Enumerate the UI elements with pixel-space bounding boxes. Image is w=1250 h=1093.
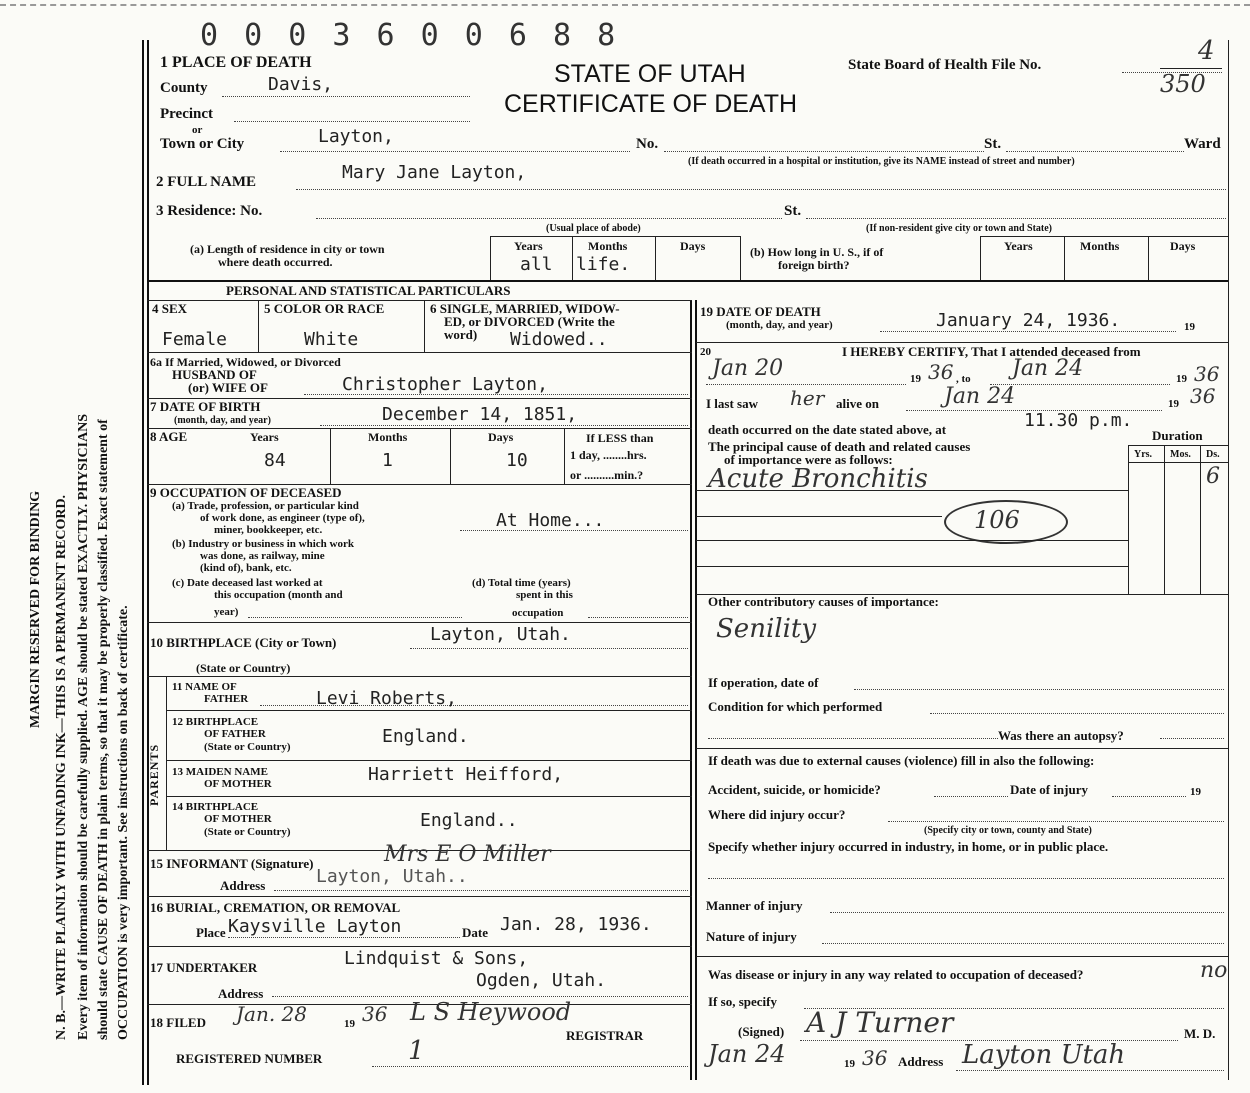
marital-label-1: 6 SINGLE, MARRIED, WIDOW-	[430, 301, 620, 316]
registrar-label: REGISTRAR	[566, 1028, 644, 1043]
spouse-value: Christopher Layton,	[342, 374, 548, 395]
autopsy-label: Was there an autopsy?	[998, 728, 1124, 743]
signed-label: (Signed)	[738, 1024, 785, 1039]
undertaker-address-label: Address	[218, 986, 264, 1001]
nonres-note: (If non-resident give city or town and State)	[866, 223, 1053, 234]
occupation-c-1: (c) Date deceased last worked at	[172, 577, 323, 589]
physician-signature: A J Turner	[806, 1006, 954, 1039]
certify-to-year: 36	[1194, 362, 1220, 386]
if-so-label: If so, specify	[708, 994, 777, 1009]
certify-num: 20	[700, 346, 711, 358]
occupation-b-3: (kind of), bank, etc.	[200, 562, 292, 574]
certify-to-label: , to	[956, 373, 971, 385]
occupation-value: At Home...	[496, 510, 605, 531]
us-label-2: foreign birth?	[778, 258, 850, 272]
no-label: No.	[636, 136, 659, 152]
occupation-d-3: occupation	[512, 607, 564, 619]
mother-bp-value: England..	[420, 810, 518, 831]
duration-mos-header: Mos.	[1170, 449, 1191, 460]
file-no-bottom: 350	[1160, 70, 1206, 98]
date-of-death-year-suffix: 19	[1184, 321, 1195, 333]
dob-label-1: 7 DATE OF BIRTH	[150, 399, 261, 414]
occupation-c-2: this occupation (month and	[214, 589, 343, 601]
us-days-header: Days	[1170, 239, 1196, 253]
birthplace-label: 10 BIRTHPLACE (City or Town)	[150, 635, 337, 650]
age-months-header: Months	[368, 430, 408, 444]
certificate-title-line2: CERTIFICATE OF DEATH	[504, 90, 798, 118]
occupation-related-label: Was disease or injury in any way related to occupation of deceased?	[708, 967, 1084, 982]
occupation-d-1: (d) Total time (years)	[472, 577, 571, 589]
occupation-b-1: (b) Industry or business in which work	[172, 538, 354, 550]
occupation-heading: 9 OCCUPATION OF DECEASED	[150, 485, 342, 500]
burial-place-value: Kaysville Layton	[228, 916, 402, 937]
file-no-label: State Board of Health File No.	[848, 57, 1042, 73]
father-bp-label-2: OF FATHER	[204, 728, 266, 740]
date-of-death-value: January 24, 1936.	[936, 310, 1121, 331]
informant-signature: Mrs E O Miller	[384, 842, 551, 867]
specify-location-note: (Specify city or town, county and State)	[924, 825, 1092, 836]
father-name-label-1: 11 NAME OF	[172, 681, 237, 693]
duration-yrs-header: Yrs.	[1134, 449, 1153, 460]
date-of-death-label-1: 19 DATE OF DEATH	[700, 304, 821, 319]
informant-address-value: Layton, Utah..	[316, 866, 468, 887]
father-name-value: Levi Roberts,	[316, 688, 457, 709]
spouse-label-3: (or) WIFE OF	[188, 380, 268, 395]
accident-label: Accident, suicide, or homicide?	[708, 782, 881, 797]
registrar-signature: L S Heywood	[410, 998, 572, 1026]
occupation-a-2: of work done, as engineer (type of),	[200, 512, 365, 524]
other-causes-handwritten: Senility	[716, 614, 817, 644]
certify-to: Jan 24	[1012, 356, 1084, 381]
mother-bp-label-3: (State or Country)	[204, 826, 291, 838]
spouse-label-1: 6a If Married, Widowed, or Divorced	[150, 355, 341, 369]
color-value: White	[304, 329, 359, 350]
burial-date-label: Date	[462, 925, 488, 940]
date-of-death-label-2: (month, day, and year)	[726, 319, 833, 331]
serial-number: 0 0 0 3 6 0 0 6 8 8	[200, 18, 620, 53]
dob-value: December 14, 1851,	[382, 404, 578, 425]
residence-st-label: St.	[784, 203, 802, 219]
death-time-value: 11.30 p.m.	[1024, 410, 1133, 431]
days-header: Days	[680, 239, 706, 253]
age-days-header: Days	[488, 430, 514, 444]
mother-bp-label-2: OF MOTHER	[204, 813, 272, 825]
birthplace-state-label: (State or Country)	[196, 661, 291, 675]
industry-home-label: Specify whether injury occurred in industry, in home, or in public place.	[708, 839, 1109, 854]
filed-label: 18 FILED	[150, 1015, 206, 1030]
operation-label: If operation, date of	[708, 675, 819, 690]
margin-instruction-1: Every item of information should be carefully supplied. AGE should be stated EXACTLY. PHYSICIANS	[76, 413, 91, 1040]
father-bp-label-1: 12 BIRTHPLACE	[172, 716, 259, 728]
us-months-header: Months	[1080, 239, 1120, 253]
occupation-a-1: (a) Trade, profession, or particular kind	[172, 500, 359, 512]
color-label: 5 COLOR OR RACE	[264, 301, 385, 316]
sign-year-prefix: 19	[844, 1058, 855, 1070]
margin-write-note: N. B.—WRITE PLAINLY WITH UNFADING INK—THIS IS A PERMANENT RECORD.	[54, 494, 69, 1040]
registered-number-value: 1	[408, 1036, 425, 1066]
last-saw-date: Jan 24	[944, 384, 1016, 409]
mother-name-value: Harriett Heifford,	[368, 764, 564, 785]
file-no-top: 4	[1198, 36, 1215, 66]
st-label: St.	[984, 136, 1002, 152]
date-injury-label: Date of injury	[1010, 782, 1088, 797]
marital-label-3: word)	[444, 327, 478, 342]
mother-name-label-2: OF MOTHER	[204, 778, 272, 790]
certify-from-year-prefix: 19	[910, 373, 921, 385]
spouse-label-2: HUSBAND OF	[172, 367, 257, 382]
sign-date: Jan 24	[708, 1040, 786, 1068]
certify-to-year-prefix: 19	[1176, 373, 1187, 385]
last-saw-who: her	[790, 386, 825, 410]
certificate-title-line1: STATE OF UTAH	[554, 60, 746, 88]
nature-injury-label: Nature of injury	[706, 929, 797, 944]
certify-from: Jan 20	[712, 356, 784, 381]
cause-label-1: The principal cause of death and related causes	[708, 439, 971, 454]
marital-value: Widowed..	[510, 329, 608, 350]
father-name-label-2: FATHER	[204, 693, 249, 705]
filed-year: 36	[362, 1002, 388, 1026]
condition-label: Condition for which performed	[708, 699, 883, 714]
margin-instruction-3: OCCUPATION is very important. See instructions on back of certificate.	[116, 605, 131, 1040]
occupation-a-3: miner, bookkeeper, etc.	[214, 524, 323, 536]
length-label-1: (a) Length of residence in city or town	[190, 242, 385, 256]
father-bp-value: England.	[382, 726, 469, 747]
residence-years-value: all	[520, 254, 553, 275]
marital-label-2: ED, or DIVORCED (Write the	[444, 314, 615, 329]
full-name-value: Mary Jane Layton,	[342, 162, 527, 183]
sign-year: 36	[862, 1046, 888, 1070]
informant-label: 15 INFORMANT (Signature)	[150, 856, 314, 871]
parents-side-label: PARENTS	[147, 743, 161, 806]
certify-from-year: 36	[928, 360, 954, 384]
margin-instruction-2: should state CAUSE OF DEATH in plain terms, so that it may be properly classified. Exact statement of	[96, 419, 111, 1040]
cause-code: 106	[974, 506, 1020, 534]
town-value: Layton,	[318, 126, 394, 147]
residence-label: 3 Residence: No.	[156, 203, 263, 219]
personal-heading: PERSONAL AND STATISTICAL PARTICULARS	[226, 283, 511, 298]
registered-number-label: REGISTERED NUMBER	[176, 1051, 323, 1066]
dob-label-2: (month, day, and year)	[174, 415, 271, 426]
burial-place-label: Place	[196, 925, 226, 940]
last-saw-year-prefix: 19	[1168, 398, 1179, 410]
date-injury-year: 19	[1190, 786, 1201, 798]
years-header: Years	[514, 239, 543, 253]
cause-label-2: of importance were as follows:	[724, 452, 893, 467]
father-bp-label-3: (State or Country)	[204, 741, 291, 753]
last-saw-year: 36	[1190, 384, 1216, 408]
burial-date-value: Jan. 28, 1936.	[500, 914, 652, 935]
margin-binding-note: MARGIN RESERVED FOR BINDING	[28, 490, 43, 728]
occupation-related-answer: no	[1200, 958, 1228, 983]
where-injury-label: Where did injury occur?	[708, 807, 846, 822]
informant-address-label: Address	[220, 878, 266, 893]
county-label: County	[160, 80, 208, 96]
cause-handwritten: Acute Bronchitis	[708, 464, 928, 494]
occupation-d-2: spent in this	[516, 589, 573, 601]
less-label-1: If LESS than	[586, 431, 654, 445]
less-label-2: 1 day, ........hrs.	[570, 448, 647, 462]
age-years-value: 84	[264, 450, 286, 471]
town-label: Town or City	[160, 136, 245, 152]
county-value: Davis,	[268, 74, 334, 95]
residence-months-value: life.	[576, 254, 631, 275]
sex-value: Female	[162, 329, 228, 350]
md-label: M. D.	[1184, 1026, 1216, 1041]
months-header: Months	[588, 239, 628, 253]
place-of-death-heading: 1 PLACE OF DEATH	[160, 54, 312, 71]
undertaker-address-value: Ogden, Utah.	[476, 970, 607, 991]
age-days-value: 10	[506, 450, 528, 471]
hospital-note: (If death occurred in a hospital or institution, give its NAME instead of street and number)	[688, 156, 1075, 167]
or-label: or	[192, 124, 203, 136]
birthplace-value: Layton, Utah.	[430, 624, 571, 645]
physician-address: Layton Utah	[962, 1040, 1126, 1070]
mother-name-label-1: 13 MAIDEN NAME	[172, 766, 268, 778]
burial-label: 16 BURIAL, CREMATION, OR REMOVAL	[150, 900, 401, 915]
age-label: 8 AGE	[150, 429, 188, 444]
ward-label: Ward	[1184, 136, 1221, 152]
undertaker-value: Lindquist & Sons,	[344, 948, 529, 969]
precinct-label: Precinct	[160, 106, 214, 122]
mother-bp-label-1: 14 BIRTHPLACE	[172, 801, 259, 813]
age-months-value: 1	[382, 450, 393, 471]
occupation-c-3: year)	[214, 606, 239, 618]
undertaker-label: 17 UNDERTAKER	[150, 960, 258, 975]
length-label-2: where death occurred.	[218, 255, 333, 269]
us-years-header: Years	[1004, 239, 1033, 253]
last-saw-alive-label: alive on	[836, 396, 879, 411]
manner-injury-label: Manner of injury	[706, 898, 803, 913]
other-causes-label: Other contributory causes of importance:	[708, 594, 939, 609]
occupation-b-2: was done, as railway, mine	[200, 550, 325, 562]
certify-heading: I HEREBY CERTIFY, That I attended deceased from	[842, 344, 1141, 359]
cause-days: 6	[1206, 464, 1220, 489]
filed-date: Jan. 28	[236, 1002, 307, 1026]
external-causes-label: If death was due to external causes (violence) fill in also the following:	[708, 753, 1095, 768]
full-name-label: 2 FULL NAME	[156, 174, 257, 190]
duration-label: Duration	[1152, 428, 1203, 443]
age-years-header: Years	[250, 430, 279, 444]
physician-address-label: Address	[898, 1054, 944, 1069]
duration-ds-header: Ds.	[1206, 449, 1220, 460]
filed-year-prefix: 19	[344, 1018, 355, 1030]
us-label-1: (b) How long in U. S., if of	[750, 245, 884, 259]
last-saw-label: I last saw	[706, 396, 759, 411]
death-occurred-label: death occurred on the date stated above, at	[708, 422, 947, 437]
sex-label: 4 SEX	[152, 301, 188, 316]
abode-note: (Usual place of abode)	[546, 223, 641, 234]
less-label-3: or ..........min.?	[570, 468, 644, 482]
